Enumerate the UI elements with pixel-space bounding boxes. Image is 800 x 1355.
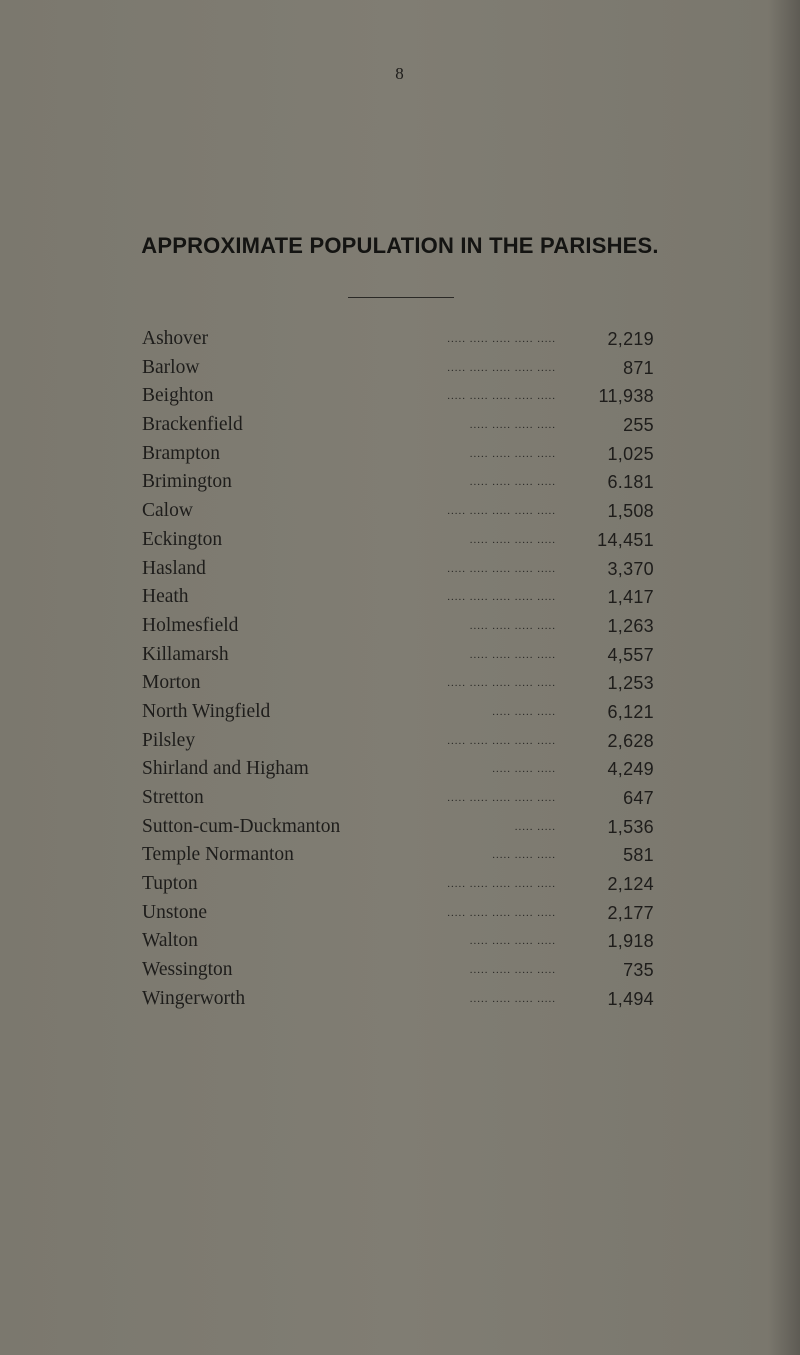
parish-population: 1,494 (607, 988, 654, 1009)
dot-leaders: ..... ..... ..... (492, 763, 556, 776)
parish-population: 1,417 (607, 587, 654, 608)
table-row (142, 698, 654, 727)
dot-leaders: ..... ..... ..... ..... (469, 992, 556, 1005)
table-row (142, 555, 654, 584)
table-row (142, 382, 654, 411)
parish-name: Tupton (142, 873, 198, 895)
dot-leaders: ..... ..... ..... ..... ..... (447, 591, 556, 604)
dot-leaders: ..... ..... ..... ..... (469, 533, 556, 546)
parish-name: Wingerworth (142, 987, 246, 1009)
parish-name: Pilsley (142, 729, 196, 751)
parish-name: Wessington (142, 959, 233, 981)
parish-population: 6,121 (607, 701, 654, 722)
parish-population: 2,219 (607, 329, 654, 349)
parish-population: 2,628 (607, 730, 654, 751)
parish-population: 735 (623, 960, 654, 981)
parish-population: 4,249 (607, 759, 654, 780)
parish-name: Sutton-cum-Duckmanton (142, 815, 341, 837)
table-row (142, 583, 654, 612)
parish-name: Barlow (142, 356, 200, 378)
parish-population: 2,124 (607, 874, 654, 895)
dot-leaders: ..... ..... ..... ..... ..... (447, 361, 556, 374)
parish-name: Calow (142, 500, 193, 522)
dot-leaders: ..... ..... ..... ..... ..... (447, 390, 556, 403)
parish-name: Ashover (142, 328, 209, 349)
parish-population-table (142, 325, 654, 1014)
page-title: APPROXIMATE POPULATION IN THE PARISHES. (141, 233, 659, 258)
dot-leaders: ..... ..... ..... (492, 705, 556, 718)
dot-leaders: ..... ..... (514, 820, 556, 833)
table-row (142, 813, 654, 842)
table-row (142, 612, 654, 641)
dot-leaders: ..... ..... ..... ..... ..... (447, 792, 556, 804)
parish-population: 4,557 (607, 644, 654, 665)
dot-leaders: ..... ..... ..... ..... (469, 648, 556, 661)
parish-population: 1,263 (607, 615, 654, 636)
dot-leaders: ..... ..... ..... ..... (469, 935, 556, 948)
table-row (142, 784, 654, 813)
dot-leaders: ..... ..... ..... ..... (469, 419, 556, 432)
table-row (142, 870, 654, 899)
table-row (142, 440, 654, 469)
parish-population: 1,253 (607, 673, 654, 694)
dot-leaders: ..... ..... ..... ..... ..... (447, 505, 556, 518)
table-row (142, 325, 654, 354)
parish-population: 1,508 (607, 501, 654, 522)
parish-population: 14,451 (597, 529, 654, 550)
dot-leaders: ..... ..... ..... ..... ..... (447, 333, 556, 345)
parish-name: Morton (142, 672, 201, 694)
table-row (142, 354, 654, 383)
table-row (142, 497, 654, 526)
table-row (142, 956, 654, 985)
table-row (142, 755, 654, 784)
parish-name: Shirland and Higham (142, 758, 309, 780)
dot-leaders: ..... ..... ..... (492, 849, 556, 862)
parish-name: Killamarsh (142, 643, 229, 665)
table-row (142, 985, 654, 1014)
parish-name: Brackenfield (142, 414, 243, 436)
dot-leaders: ..... ..... ..... ..... ..... (447, 878, 556, 891)
parish-name: Holmesfield (142, 614, 239, 636)
dot-leaders: ..... ..... ..... ..... ..... (447, 677, 556, 690)
parish-name: Hasland (142, 557, 206, 579)
table-row (142, 468, 654, 497)
parish-population: 1,918 (607, 931, 654, 952)
parish-name: Unstone (142, 901, 207, 923)
parish-name: Beighton (142, 385, 214, 407)
parish-name: Temple Normanton (142, 844, 294, 866)
table-row (142, 899, 654, 928)
parish-name: Heath (142, 586, 189, 608)
parish-population: 6.181 (607, 472, 654, 493)
parish-population: 647 (623, 788, 654, 808)
table-row (142, 411, 654, 440)
parish-population: 1,025 (607, 443, 654, 464)
table-row (142, 841, 654, 870)
parish-name: North Wingfield (142, 700, 271, 722)
dot-leaders: ..... ..... ..... ..... (469, 447, 556, 460)
table-row (142, 526, 654, 555)
parish-name: Brimington (142, 471, 232, 493)
table-row (142, 669, 654, 698)
table-row (142, 727, 654, 756)
parish-population: 581 (623, 845, 654, 866)
parish-population: 255 (623, 415, 654, 436)
dot-leaders: ..... ..... ..... ..... ..... (447, 734, 556, 747)
dot-leaders: ..... ..... ..... ..... (469, 476, 556, 489)
dot-leaders: ..... ..... ..... ..... (469, 619, 556, 632)
parish-population: 3,370 (607, 558, 654, 579)
parish-name: Eckington (142, 528, 223, 550)
dot-leaders: ..... ..... ..... ..... ..... (447, 562, 556, 575)
page-number: 8 (395, 64, 405, 83)
parish-population: 11,938 (598, 386, 654, 407)
parish-population: 871 (623, 357, 654, 378)
dot-leaders: ..... ..... ..... ..... (469, 964, 556, 977)
dot-leaders: ..... ..... ..... ..... ..... (447, 906, 556, 919)
parish-name: Stretton (142, 787, 204, 808)
parish-name: Brampton (142, 442, 220, 464)
table-row (142, 641, 654, 670)
parish-population: 2,177 (607, 902, 654, 923)
parish-name: Walton (142, 930, 198, 952)
title-divider (348, 297, 454, 298)
table-row (142, 927, 654, 956)
parish-population: 1,536 (607, 816, 654, 837)
